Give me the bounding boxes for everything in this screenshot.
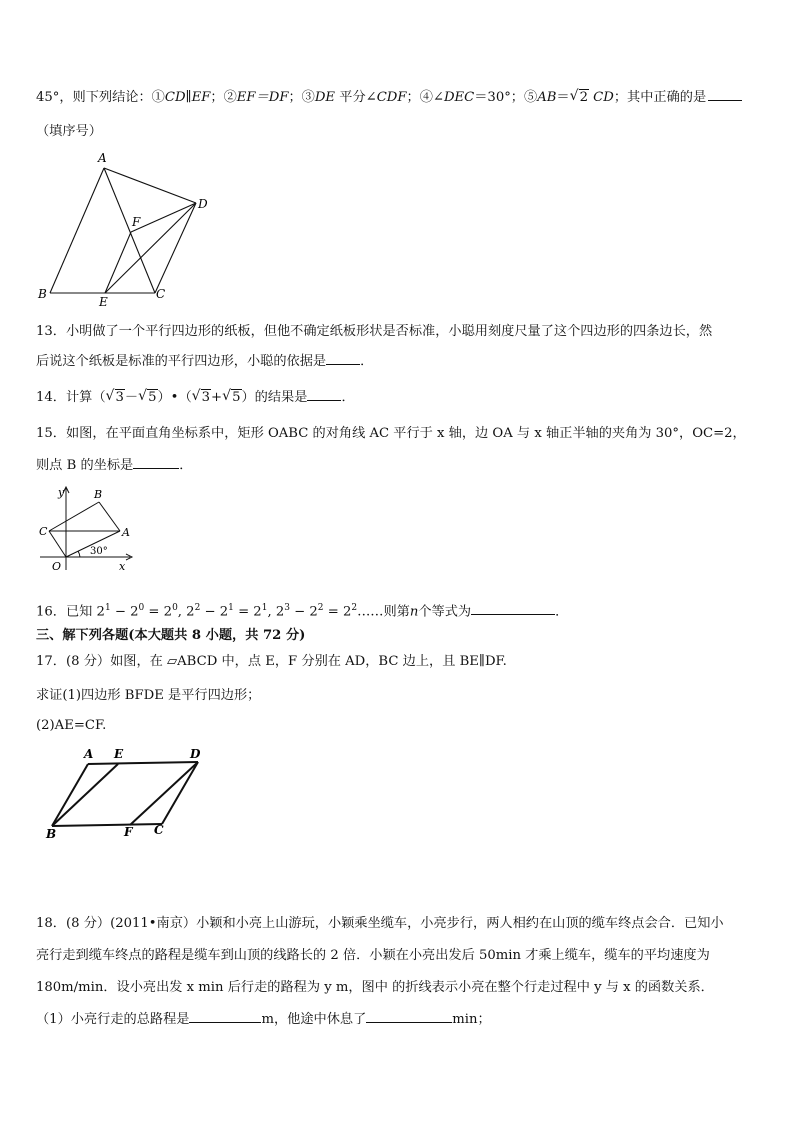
q16-text: ． (555, 604, 569, 620)
label-f: F (132, 215, 141, 229)
edge-df (131, 203, 196, 232)
q18-text: m，他途中休息了 (261, 1012, 367, 1027)
label-c: C (154, 823, 164, 837)
q17-line-1: 17．(8 分）如图，在 ▱ABCD 中，点 E，F 分别在 AD，BC 边上，且 BE∥DF. (36, 654, 507, 669)
q12-text: 45°，则下列结论：① (36, 90, 165, 105)
q12-text: ；② (210, 90, 237, 105)
q16-text: 2 (351, 603, 358, 613)
q12-text: ；其中正确的是 (613, 90, 707, 105)
q18-rest-time-blank[interactable] (366, 1010, 452, 1023)
q13-answer-blank[interactable] (326, 352, 360, 365)
sqrt-symbol (138, 388, 157, 408)
label-y: y (58, 486, 65, 499)
q13-line-2 (36, 352, 373, 372)
q17-line-3: (2)AE=CF. (36, 718, 107, 733)
label-a: A (122, 526, 130, 539)
q16-text: 0 (138, 603, 145, 613)
q17-figure (40, 742, 210, 838)
edge-oc (49, 531, 66, 557)
label-f: F (124, 825, 133, 838)
q12-text: ＝30°；⑤ (474, 90, 538, 105)
q18-line-1: 18．(8 分）(2011•南京）小颖和小亮上山游玩，小颖乘坐缆车，小亮步行，两人相约在山顶的缆车终点会合．已知小 (36, 916, 724, 931)
q12-text: ＝ (556, 90, 570, 105)
q12-text: CD (588, 90, 614, 105)
edge-cb (49, 502, 99, 531)
q12-line-2: （填序号） (36, 124, 102, 139)
label-d: D (198, 197, 208, 211)
edge-dc (162, 762, 198, 824)
q16-text: = 2 (144, 604, 173, 620)
q14-answer-blank[interactable] (307, 388, 341, 401)
q16-text: 2 (317, 603, 324, 613)
label-a: A (84, 747, 94, 761)
q14-text: ． (341, 390, 355, 405)
q16-text: − 2 (110, 604, 139, 620)
q12-text: 平分∠ (335, 90, 377, 105)
q14-text: 14．计算（ (36, 390, 106, 405)
q14-text: 5 (232, 390, 241, 405)
sqrt-symbol (192, 388, 211, 408)
q14-text: ）的结果是 (241, 390, 308, 405)
q16-text: 16．已知 2 (36, 604, 105, 620)
q16-answer-blank[interactable] (471, 602, 555, 615)
edge-ad (88, 762, 198, 764)
label-angle: 30° (90, 546, 108, 557)
q15-figure (34, 484, 144, 576)
q18-text: min； (452, 1012, 491, 1027)
q14-text: 3 (201, 390, 211, 405)
q12-text: EF＝DF (236, 90, 289, 105)
label-b: B (38, 287, 47, 301)
q12-text: DEC (443, 90, 475, 105)
q14-text: － (124, 390, 139, 405)
edge-ba (99, 502, 120, 531)
edge-ab (50, 168, 104, 293)
edge-fe (105, 232, 131, 293)
q16-text: = 2 (233, 604, 262, 620)
q18-total-distance-blank[interactable] (189, 1010, 261, 1023)
q16-text: 个等式为 (418, 604, 472, 620)
edge-bc (52, 824, 162, 826)
label-c: C (156, 287, 166, 301)
edge-df (130, 762, 198, 825)
label-b: B (46, 827, 57, 838)
edge-de (105, 203, 196, 293)
edge-dc (155, 203, 196, 293)
q16-text: , 2 (177, 604, 195, 620)
q16-text: = 2 (323, 604, 352, 620)
q15-line-1: 15．如图，在平面直角坐标系中，矩形 OABC 的对角线 AC 平行于 x 轴，边 OA 与 x 轴正半轴的夹角为 30°，OC=2， (36, 426, 746, 441)
q12-figure (34, 150, 224, 310)
q16-text: 1 (228, 603, 234, 613)
q16-text: 1 (104, 603, 111, 613)
sqrt-symbol (222, 388, 241, 408)
q14-text: 5 (148, 390, 157, 405)
q16-text: − 2 (289, 604, 318, 620)
label-e: E (99, 295, 108, 309)
q15-answer-blank[interactable] (133, 456, 179, 469)
edge-ad (104, 168, 196, 203)
q16-text: , 2 (267, 604, 285, 620)
q18-line-2: 亮行走到缆车终点的路程是缆车到山顶的线路长的 2 倍．小颖在小亮出发后 50min 才乘上缆车，缆车的平均速度为 (36, 948, 710, 963)
q12-line-1 (36, 88, 742, 108)
section-3-heading: 三、解下列各题(本大题共 8 小题，共 72 分) (36, 628, 306, 643)
q16-text: − 2 (200, 604, 229, 620)
sqrt-symbol (570, 88, 589, 108)
q14-text: 3 (115, 390, 124, 405)
q12-text: CD∥EF (164, 90, 211, 105)
q12-text: DE (314, 90, 336, 105)
label-a: A (98, 151, 107, 165)
q13-text: 后说这个纸板是标准的平行四边形，小聪的依据是 (36, 354, 327, 369)
label-e: E (114, 747, 124, 761)
q14-line (36, 388, 355, 408)
q15-text: 则点 B 的坐标是 (36, 458, 134, 473)
q13-line-1: 13．小明做了一个平行四边形的纸板，但他不确定纸板形状是否标准，小聪用刻度尺量了这个四边形的四条边长，然 (36, 324, 713, 339)
edge-ac (104, 168, 155, 293)
q16-text: 3 (284, 603, 290, 613)
q15-text: ． (179, 458, 193, 473)
q16-text: n (409, 604, 419, 620)
q12-text: 2 (579, 90, 588, 105)
sqrt-symbol (106, 388, 125, 408)
q12-text: ；③ (288, 90, 315, 105)
q18-line-4 (36, 1010, 491, 1030)
edge-be (52, 764, 118, 826)
q16-text: 2 (194, 603, 201, 613)
q15-line-2 (36, 456, 192, 476)
q18-text: （1）小亮行走的总路程是 (36, 1012, 190, 1027)
q18-line-3: 180m/min．设小亮出发 x min 后行走的路程为 y m，图中 的折线表示小亮在整个行走过程中 y 与 x 的函数关系． (36, 980, 714, 995)
q16-line (36, 598, 568, 622)
q13-text: ． (360, 354, 374, 369)
q14-text: ）•（ (157, 390, 192, 405)
edge-ab (52, 764, 88, 826)
q17-line-2: 求证(1)四边形 BFDE 是平行四边形； (36, 688, 261, 703)
q14-text: + (211, 390, 223, 405)
q12-text: ；④∠ (406, 90, 444, 105)
q12-text: AB (537, 90, 557, 105)
label-o: O (52, 560, 62, 573)
angle-arc (78, 551, 80, 557)
q16-text: ……则第 (357, 604, 410, 620)
q12-text: CDF (376, 90, 407, 105)
q12-answer-blank[interactable] (708, 88, 742, 101)
label-d: D (190, 747, 201, 761)
label-c: C (39, 525, 48, 538)
q16-text: 0 (172, 603, 178, 613)
q16-text: 1 (261, 603, 268, 613)
label-b: B (94, 488, 103, 501)
label-x: x (119, 560, 126, 573)
